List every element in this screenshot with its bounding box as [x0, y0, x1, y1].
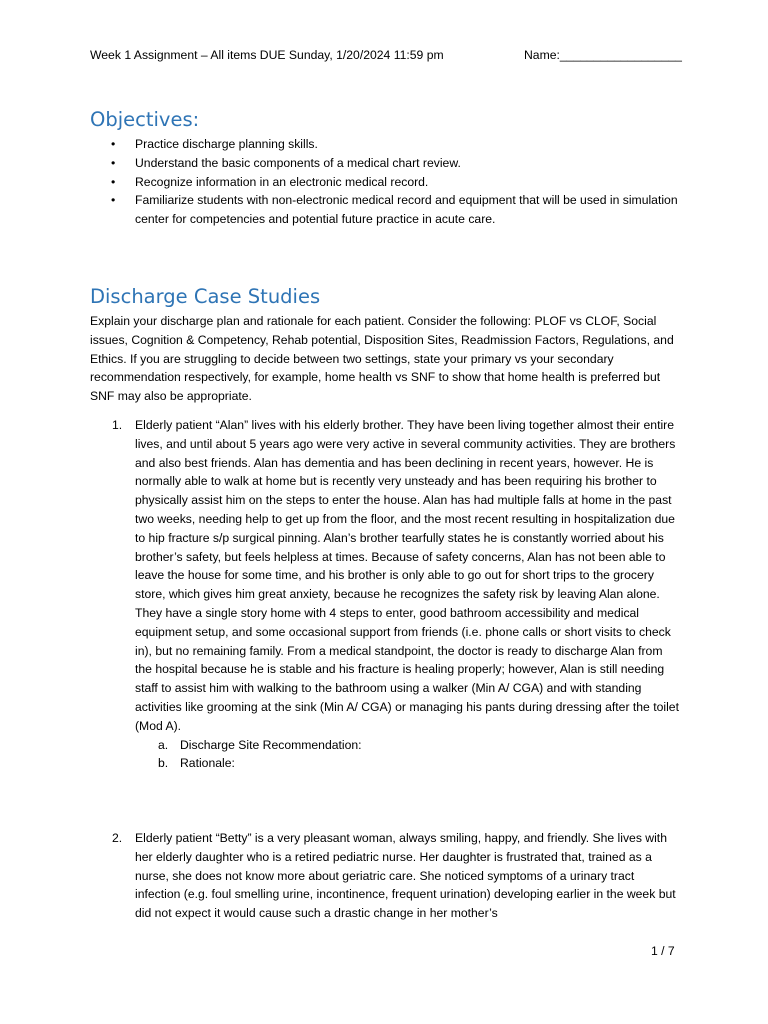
case-number: 1. [112, 418, 123, 432]
case-number: 2. [112, 831, 123, 845]
sub-item-letter: b. [158, 756, 169, 771]
objective-item: • Recognize information in an electronic medical record. [90, 173, 680, 192]
objective-item: • Familiarize students with non-electronic medical record and equipment that will be used in simulation center for competencies and potential future practice in acute care. [111, 193, 678, 227]
sub-item-letter: a. [158, 737, 169, 752]
objective-item: • Practice discharge planning skills. [90, 135, 680, 154]
bullet-icon: • [111, 137, 116, 151]
assignment-title: Week 1 Assignment – All items DUE Sunday, 1/20/2024 11:59 pm [90, 48, 444, 62]
sub-item-label: Discharge Site Recommendation: [180, 737, 362, 752]
name-field-label: Name:__________________ [524, 48, 682, 62]
discharge-heading: Discharge Case Studies [90, 285, 321, 308]
case-study-2 [90, 829, 680, 923]
page-number: 1 / 7 [651, 944, 675, 958]
case-text: Elderly patient “Betty” is a very pleasant woman, always smiling, happy, and friendly. She lives with her elderly daughter who is a retired pediatric nurse. Her daughter is frustrated that, trained as a nurse, she does not know more about geriatric care. She noticed symptoms of a urinary tract infection (e.g. foul smelling urine, incontinence, frequent urination) developing earlier in the week but did not expect it would cause such a drastic change in her mother’s [135, 831, 676, 921]
objectives-list [90, 135, 680, 229]
case-study-1 [90, 416, 680, 773]
discharge-intro: Explain your discharge plan and rationale for each patient. Consider the following: PLOF vs CLOF, Social issues, Cognition & Competency, Rehab potential, Disposition Sites, Readmission Factors, Regulations, and Ethics. If you are struggling to decide between two settings, state your primary vs your secondary recommendation respectively, for example, home health vs SNF to show that home health is preferred but SNF may also be appropriate. [90, 314, 674, 404]
case-text: Elderly patient “Alan” lives with his elderly brother. They have been living together almost their entire lives, and until about 5 years ago were very active in several community activities. They are brothers and also best friends. Alan has dementia and has been declining in recent years, however. He is normally able to walk at home but is recently very unsteady and has been requiring his brother to physically assist him on the steps to enter the house. Alan has had multiple falls at home in the past two weeks, needing help to get up from the floor, and the most recent resulting in hospitalization due to hip fracture s/p surgical pinning. Alan’s brother tearfully states he is constantly worried about his brother’s safety, but feels helpless at times. Because of safety concerns, Alan has not been able to leave the house for some time, and his brother is only able to go out for short trips to the grocery store, which gives him great anxiety, because he recognizes the safety risk by leaving Alan alone. They have a single story home with 4 steps to enter, good bathroom accessibility and medical equipment setup, and some occasional support from friends (i.e. phone calls or short visits to check in), but no remaining family. From a medical standpoint, the doctor is ready to discharge Alan from the hospital because he is stable and his fracture is healing properly; however, Alan is still needing staff to assist him with walking to the bathroom using a walker (Min A/ CGA) and with standing activities like grooming at the sink (Min A/ CGA) or managing his pants during dressing after the toilet (Mod A). [135, 418, 679, 733]
objective-item: • Understand the basic components of a medical chart review. [90, 154, 680, 173]
bullet-icon: • [111, 193, 116, 208]
sub-item-rationale [158, 754, 680, 773]
sub-item-discharge-site [158, 736, 680, 755]
bullet-icon: • [111, 174, 116, 189]
sub-item-label: Rationale: [180, 756, 235, 771]
objectives-heading: Objectives: [90, 108, 200, 131]
bullet-icon: • [111, 155, 116, 170]
